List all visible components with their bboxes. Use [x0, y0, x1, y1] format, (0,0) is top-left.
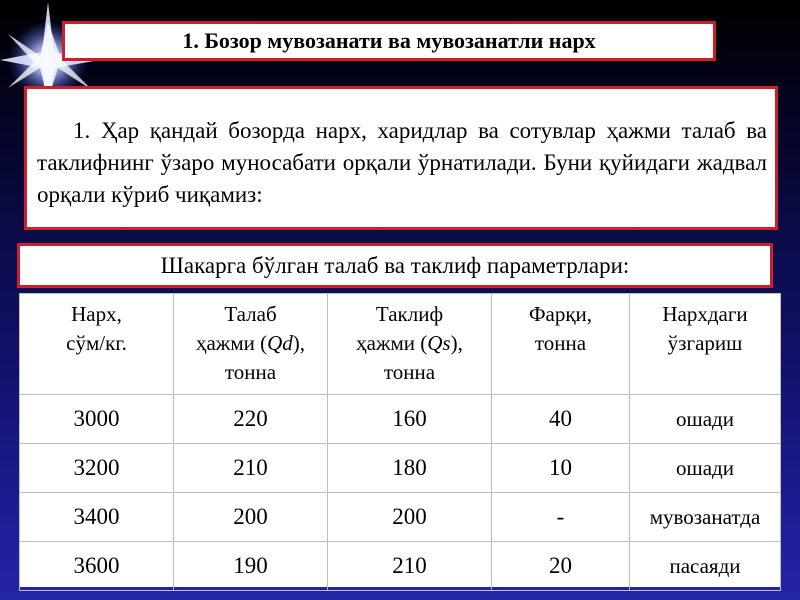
cell-price: 3400	[20, 493, 174, 542]
cell-supply: 200	[328, 493, 492, 542]
cell-price: 3600	[20, 542, 174, 591]
cell-difference: 40	[492, 395, 630, 444]
cell-price-change: ошади	[630, 395, 781, 444]
header-supply: Таклиф ҳажми (Qs), тонна	[328, 294, 492, 395]
cell-difference: 20	[492, 542, 630, 591]
cell-demand: 220	[174, 395, 328, 444]
cell-demand: 200	[174, 493, 328, 542]
data-table	[19, 293, 780, 587]
table-row	[20, 395, 781, 444]
table-row	[20, 542, 781, 591]
slide-title: 1. Бозор мувозанати ва мувозанатли нарх	[182, 28, 596, 53]
cell-price-change: пасаяди	[630, 542, 781, 591]
header-price-change: Нархдаги ўзгариш	[630, 294, 781, 395]
slide-title-box	[62, 21, 716, 61]
cell-demand: 210	[174, 444, 328, 493]
table-row	[20, 493, 781, 542]
cell-price: 3200	[20, 444, 174, 493]
cell-supply: 210	[328, 542, 492, 591]
cell-difference: -	[492, 493, 630, 542]
cell-supply: 180	[328, 444, 492, 493]
header-difference: Фарқи, тонна	[492, 294, 630, 395]
cell-price-change: мувозанатда	[630, 493, 781, 542]
cell-difference: 10	[492, 444, 630, 493]
table-header-row	[20, 294, 781, 395]
table-row	[20, 444, 781, 493]
cell-demand: 190	[174, 542, 328, 591]
cell-supply: 160	[328, 395, 492, 444]
cell-price-change: ошади	[630, 444, 781, 493]
intro-paragraph: 1. Ҳар қандай бозорда нарх, харидлар ва сотувлар ҳажми талаб ва таклифнинг ўзаро муносабати орқали ўрнатилади. Буни қуйидаги жадвал орқали кўриб чиқамиз:	[24, 86, 778, 230]
cell-price: 3000	[20, 395, 174, 444]
header-price: Нарх, сўм/кг.	[20, 294, 174, 395]
table-caption: Шакарга бўлган талаб ва таклиф параметрлари:	[17, 243, 773, 288]
header-demand: Талаб ҳажми (Qd), тонна	[174, 294, 328, 395]
